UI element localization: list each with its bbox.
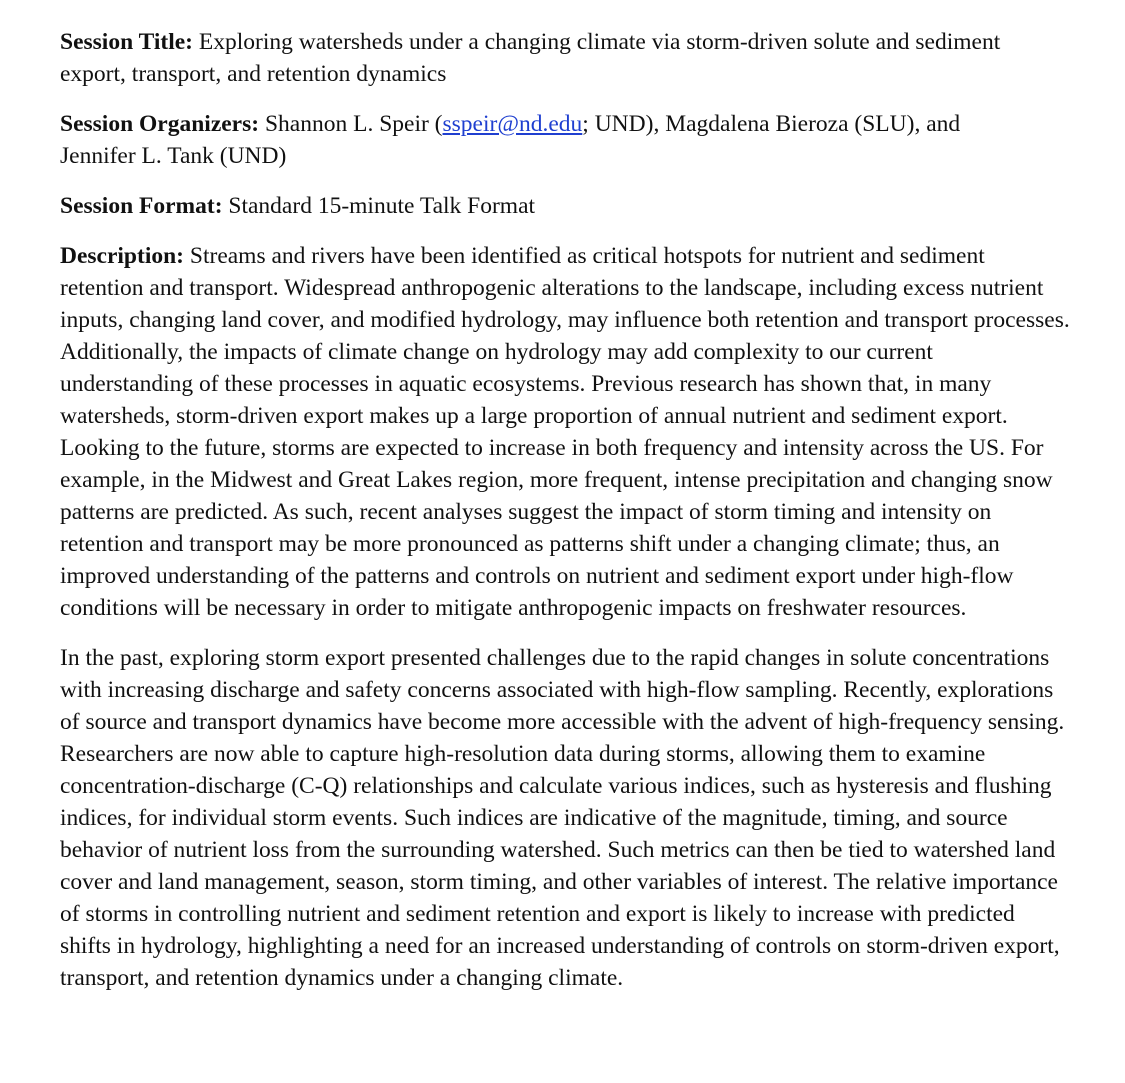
- description-text-1: Streams and rivers have been identified as critical hotspots for nutrient and sediment retention and transport. Widespread anthropogenic alterations to the landscape, including excess nutrient inputs, changing land cover, and modified hydrology, may influence both retention and transport processes. Additionally, the impacts of climate change on hydrology may add complexity to our current understanding of these processes in aquatic ecosystems. Previous research has shown that, in many watersheds, storm-driven export makes up a large proportion of annual nutrient and sediment export. Looking to the future, storms are expected to increase in both frequency and intensity across the US. For example, in the Midwest and Great Lakes region, more frequent, intense precipitation and changing snow patterns are predicted. As such, recent analyses suggest the impact of storm timing and intensity on retention and transport may be more pronounced as patterns shift under a changing climate; thus, an improved understanding of the patterns and controls on nutrient and sediment export under high-flow conditions will be necessary in order to mitigate anthropogenic impacts on freshwater resources.: [60, 243, 1070, 621]
- session-format-text: Standard 15-minute Talk Format: [228, 193, 536, 219]
- session-organizers-paragraph: [60, 108, 1070, 172]
- session-organizers-label: Session Organizers:: [60, 111, 260, 137]
- session-format-paragraph: [60, 190, 1070, 222]
- organizer-email-link[interactable]: sspeir@nd.edu: [442, 111, 583, 137]
- session-format-label: Session Format:: [60, 193, 223, 219]
- description-label: Description:: [60, 243, 185, 269]
- description-paragraph-2: [60, 642, 1070, 994]
- session-title-label: Session Title:: [60, 29, 193, 55]
- session-title-text: Exploring watersheds under a changing climate via storm-driven solute and sediment export, transport, and retention dynamics: [60, 29, 1001, 87]
- description-text-2: In the past, exploring storm export presented challenges due to the rapid changes in solute concentrations with increasing discharge and safety concerns associated with high-flow sampling. Recently, explorations of source and transport dynamics have become more accessible with the advent of high-frequency sensing. Researchers are now able to capture high-resolution data during storms, allowing them to examine concentration-discharge (C-Q) relationships and calculate various indices, such as hysteresis and flushing indices, for individual storm events. Such indices are indicative of the magnitude, timing, and source behavior of nutrient loss from the surrounding watershed. Such metrics can then be tied to watershed land cover and land management, season, storm timing, and other variables of interest. The relative importance of storms in controlling nutrient and sediment retention and export is likely to increase with predicted shifts in hydrology, highlighting a need for an increased understanding of controls on storm-driven export, transport, and retention dynamics under a changing climate.: [60, 645, 1065, 991]
- organizers-text-before-email: Shannon L. Speir (: [264, 111, 443, 137]
- document-page: [60, 26, 1070, 1012]
- organizers-line-2: Jennifer L. Tank (UND): [60, 143, 287, 169]
- session-title-paragraph: [60, 26, 1070, 90]
- description-paragraph-1: [60, 240, 1070, 624]
- organizers-text-after-email: ; UND), Magdalena Bieroza (SLU), and: [582, 111, 961, 137]
